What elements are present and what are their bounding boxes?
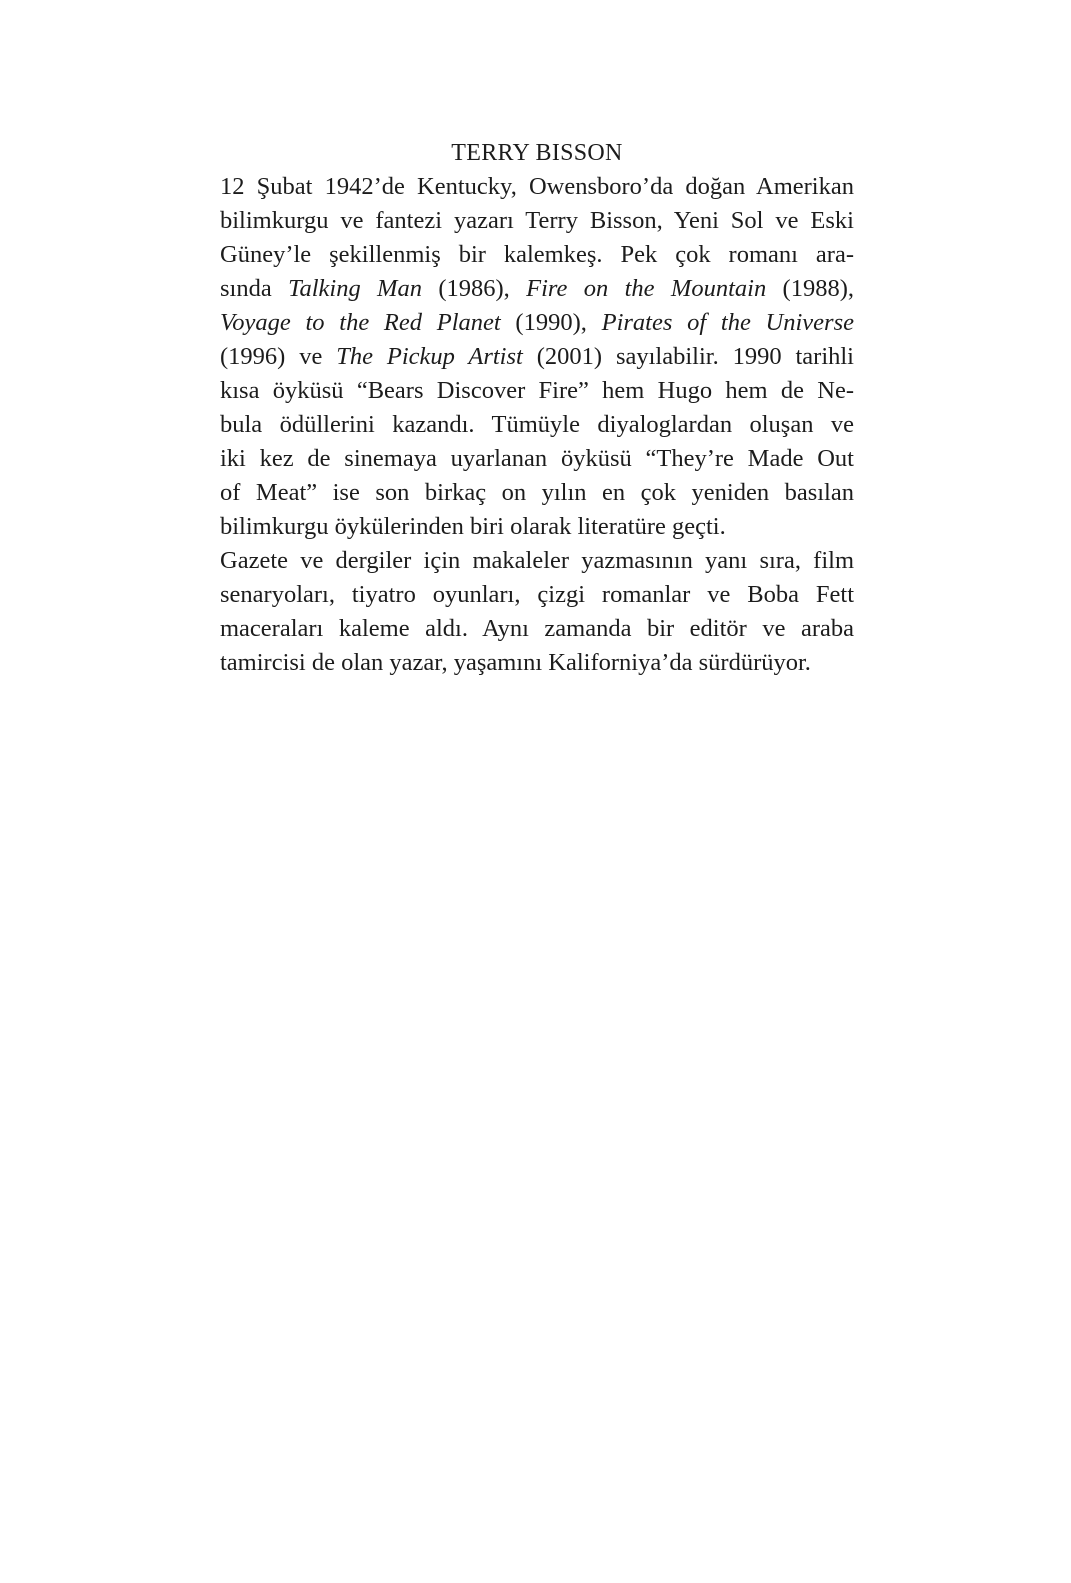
text-line	[220, 578, 854, 612]
work-title: The Pickup Artist	[336, 343, 523, 370]
author-name-heading: TERRY BISSON	[451, 140, 623, 166]
work-title: Pirates of the Universe	[601, 309, 854, 336]
work-title: Talking Man	[288, 275, 422, 302]
text-line	[220, 204, 854, 238]
text-line	[220, 476, 854, 510]
text-segment: (1996) ve	[220, 343, 337, 370]
text-segment: tamircisi de olan yazar, yaşamını Kaliforniya’da sürdürüyor.	[220, 649, 811, 676]
text-line	[220, 510, 854, 544]
text-segment: (1988),	[766, 275, 855, 302]
text-line	[220, 238, 854, 272]
text-segment: (2001) sayılabilir. 1990 tarihli	[522, 343, 854, 370]
text-line	[220, 646, 854, 680]
text-line	[220, 306, 854, 340]
text-segment: bula ödüllerini kazandı. Tümüyle diyaloglardan oluşan ve	[220, 411, 854, 438]
text-line	[220, 544, 854, 578]
text-segment: of Meat” ise son birkaç on yılın en çok yeniden basılan	[220, 479, 854, 506]
text-segment: kısa öyküsü “Bears Discover Fire” hem Hugo hem de Ne-	[220, 377, 854, 404]
author-bio-block	[220, 136, 854, 680]
text-segment: Gazete ve dergiler için makaleler yazmasının yanı sıra, film	[220, 547, 854, 574]
text-line	[220, 340, 854, 374]
text-line	[220, 170, 854, 204]
text-segment: (1990),	[500, 309, 602, 336]
text-segment: bilimkurgu ve fantezi yazarı Terry Bisson, Yeni Sol ve Eski	[220, 207, 854, 234]
text-segment: (1986),	[421, 275, 527, 302]
text-line	[220, 408, 854, 442]
text-segment: 12 Şubat 1942’de Kentucky, Owensboro’da doğan Amerikan	[220, 173, 854, 200]
text-line	[220, 612, 854, 646]
work-title: Voyage to the Red Planet	[220, 309, 501, 336]
text-line	[220, 442, 854, 476]
bio-paragraph-1	[220, 170, 854, 544]
text-segment: senaryoları, tiyatro oyunları, çizgi romanlar ve Boba Fett	[220, 581, 854, 608]
text-segment: Güney’le şekillenmiş bir kalemkeş. Pek çok romanı ara-	[220, 241, 854, 268]
work-title: Fire on the Mountain	[526, 275, 767, 302]
text-segment: maceraları kaleme aldı. Aynı zamanda bir editör ve araba	[220, 615, 854, 642]
text-segment: sında	[220, 275, 289, 302]
text-line	[220, 272, 854, 306]
bio-paragraph-2	[220, 544, 854, 680]
text-line	[220, 374, 854, 408]
text-segment: iki kez de sinemaya uyarlanan öyküsü “They’re Made Out	[220, 445, 854, 472]
text-segment: bilimkurgu öykülerinden biri olarak literatüre geçti.	[220, 513, 726, 540]
